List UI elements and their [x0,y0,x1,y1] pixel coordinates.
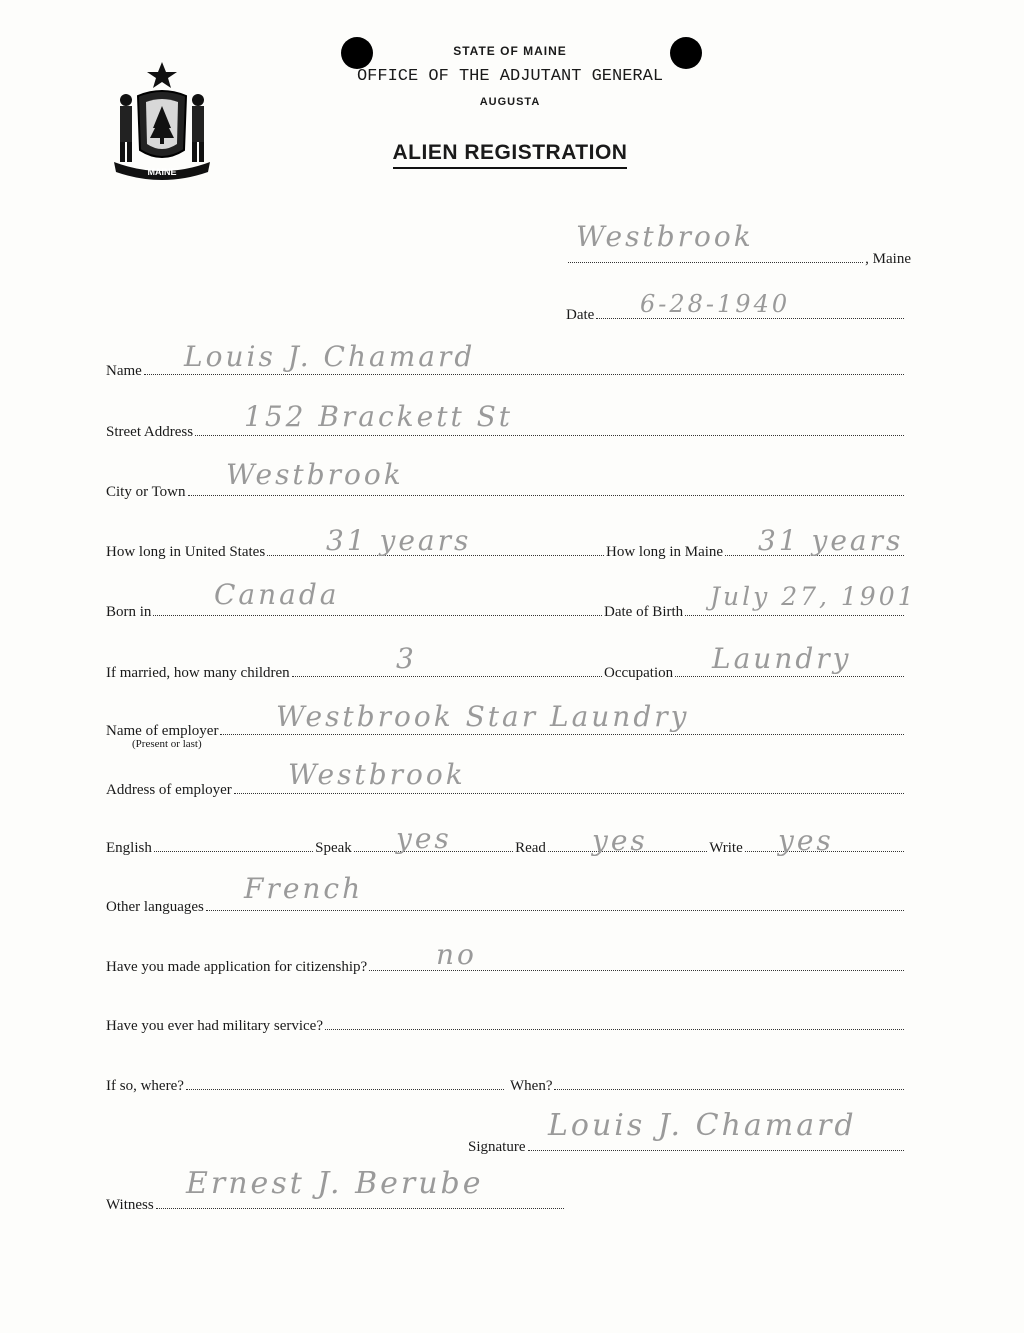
employer-sublabel: (Present or last) [132,738,202,750]
read-value: yes [592,824,648,857]
form-title: ALIEN REGISTRATION [300,141,720,165]
dob-label: Date of Birth [604,604,684,620]
dob-value: July 27, 1901 [710,582,917,611]
name-label: Name [106,363,142,379]
citizenship-row [106,952,906,976]
svg-text:MAINE: MAINE [147,167,177,177]
other-languages-row [106,892,906,916]
date-label: Date [566,307,595,323]
witness-label: Witness [106,1197,154,1213]
english-label: English [106,840,152,856]
city-value: Westbrook [226,458,404,491]
when-row [510,1071,906,1095]
speak-value: yes [396,822,452,855]
citizenship-value: no [436,938,477,971]
born-in-label: Born in [106,604,152,620]
employer-label: Name of employer [106,723,219,739]
speak-label: Speak [315,840,352,856]
street-value: 152 Brackett St [244,400,514,433]
maine-label: , Maine [865,251,911,267]
when-label: When? [510,1078,553,1094]
employer-address-value: Westbrook [288,758,466,791]
employer-address-label: Address of employer [106,782,232,798]
read-label: Read [515,840,546,856]
header-city: AUGUSTA [479,96,541,108]
occupation-label: Occupation [604,665,674,681]
how-long-us-label: How long in United States [106,544,266,560]
write-value: yes [778,824,834,857]
employer-address-row [106,775,906,799]
where-row [106,1071,506,1095]
header-office: OFFICE OF THE ADJUTANT GENERAL [356,67,664,86]
maine-seal-icon [108,58,216,180]
signature-label: Signature [468,1139,526,1155]
street-label: Street Address [106,424,194,440]
children-row [106,658,604,682]
city-label: City or Town [106,484,186,500]
born-in-value: Canada [214,578,340,611]
children-label: If married, how many children [106,665,290,681]
other-languages-label: Other languages [106,899,204,915]
witness-value: Ernest J. Berube [186,1166,484,1201]
born-in-row [106,597,604,621]
employer-value: Westbrook Star Laundry [276,700,690,733]
town-value: Westbrook [576,220,754,253]
occupation-value: Laundry [712,642,852,675]
how-long-us-value: 31 years [326,524,472,557]
where-label: If so, where? [106,1078,184,1094]
how-long-maine-value: 31 years [758,524,904,557]
how-long-maine-label: How long in Maine [606,544,724,560]
military-label: Have you ever had military service? [106,1018,323,1034]
write-label: Write [709,840,743,856]
other-languages-value: French [244,872,364,905]
signature-value: Louis J. Chamard [548,1108,857,1143]
name-value: Louis J. Chamard [184,340,476,373]
header-state: STATE OF MAINE [453,44,567,58]
children-value: 3 [396,642,417,675]
military-row [106,1011,906,1035]
citizenship-label: Have you made application for citizenship? [106,959,368,975]
date-value: 6-28-1940 [640,290,791,318]
